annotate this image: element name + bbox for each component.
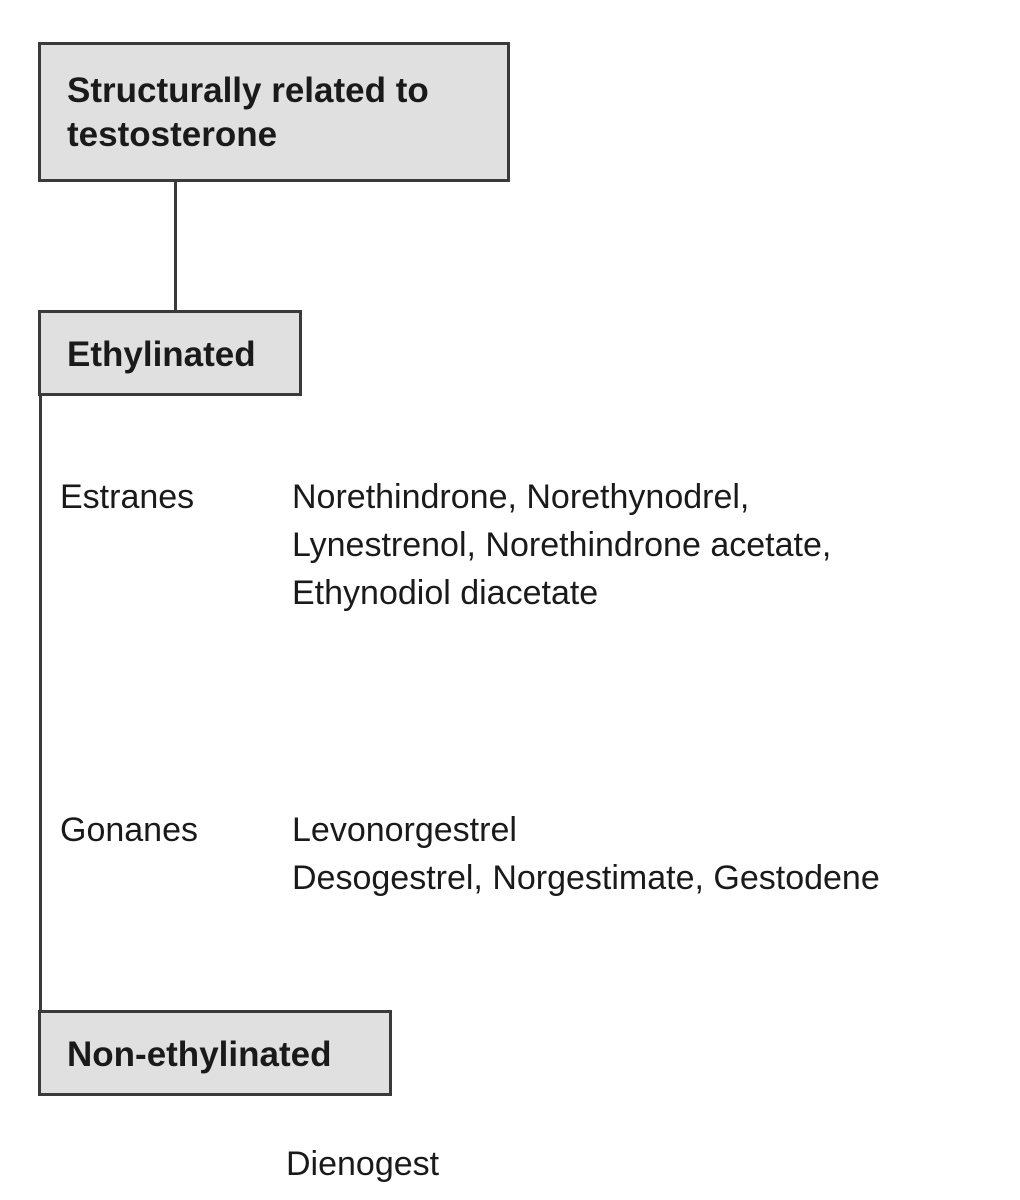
root-node-line-1: Structurally related to: [67, 71, 429, 110]
root-node-box: [38, 42, 510, 182]
non-ethylinated-node-label: Non-ethylinated: [67, 1035, 332, 1074]
non-ethylinated-node-box: [38, 1010, 392, 1096]
gonanes-drug-list: [292, 806, 880, 902]
gonanes-drug-line-2: Desogestrel, Norgestimate, Gestodene: [292, 859, 880, 897]
estranes-drug-line-1: Norethindrone, Norethynodrel,: [292, 478, 750, 516]
connector-ethylinated-to-non-ethylinated: [39, 396, 42, 1010]
estranes-drug-list: [292, 473, 831, 617]
estranes-drug-line-2: Lynestrenol, Norethindrone acetate,: [292, 526, 832, 564]
connector-root-to-ethylinated: [174, 182, 177, 310]
ethylinated-node-box: [38, 310, 302, 396]
estranes-drug-line-3: Ethynodiol diacetate: [292, 574, 599, 612]
gonanes-drug-line-1: Levonorgestrel: [292, 811, 517, 849]
root-node-line-2: testosterone: [67, 115, 278, 154]
gonanes-label: Gonanes: [60, 811, 198, 849]
ethylinated-node-label: Ethylinated: [67, 335, 256, 374]
estranes-label: Estranes: [60, 478, 195, 516]
dienogest-label: Dienogest: [286, 1145, 440, 1183]
